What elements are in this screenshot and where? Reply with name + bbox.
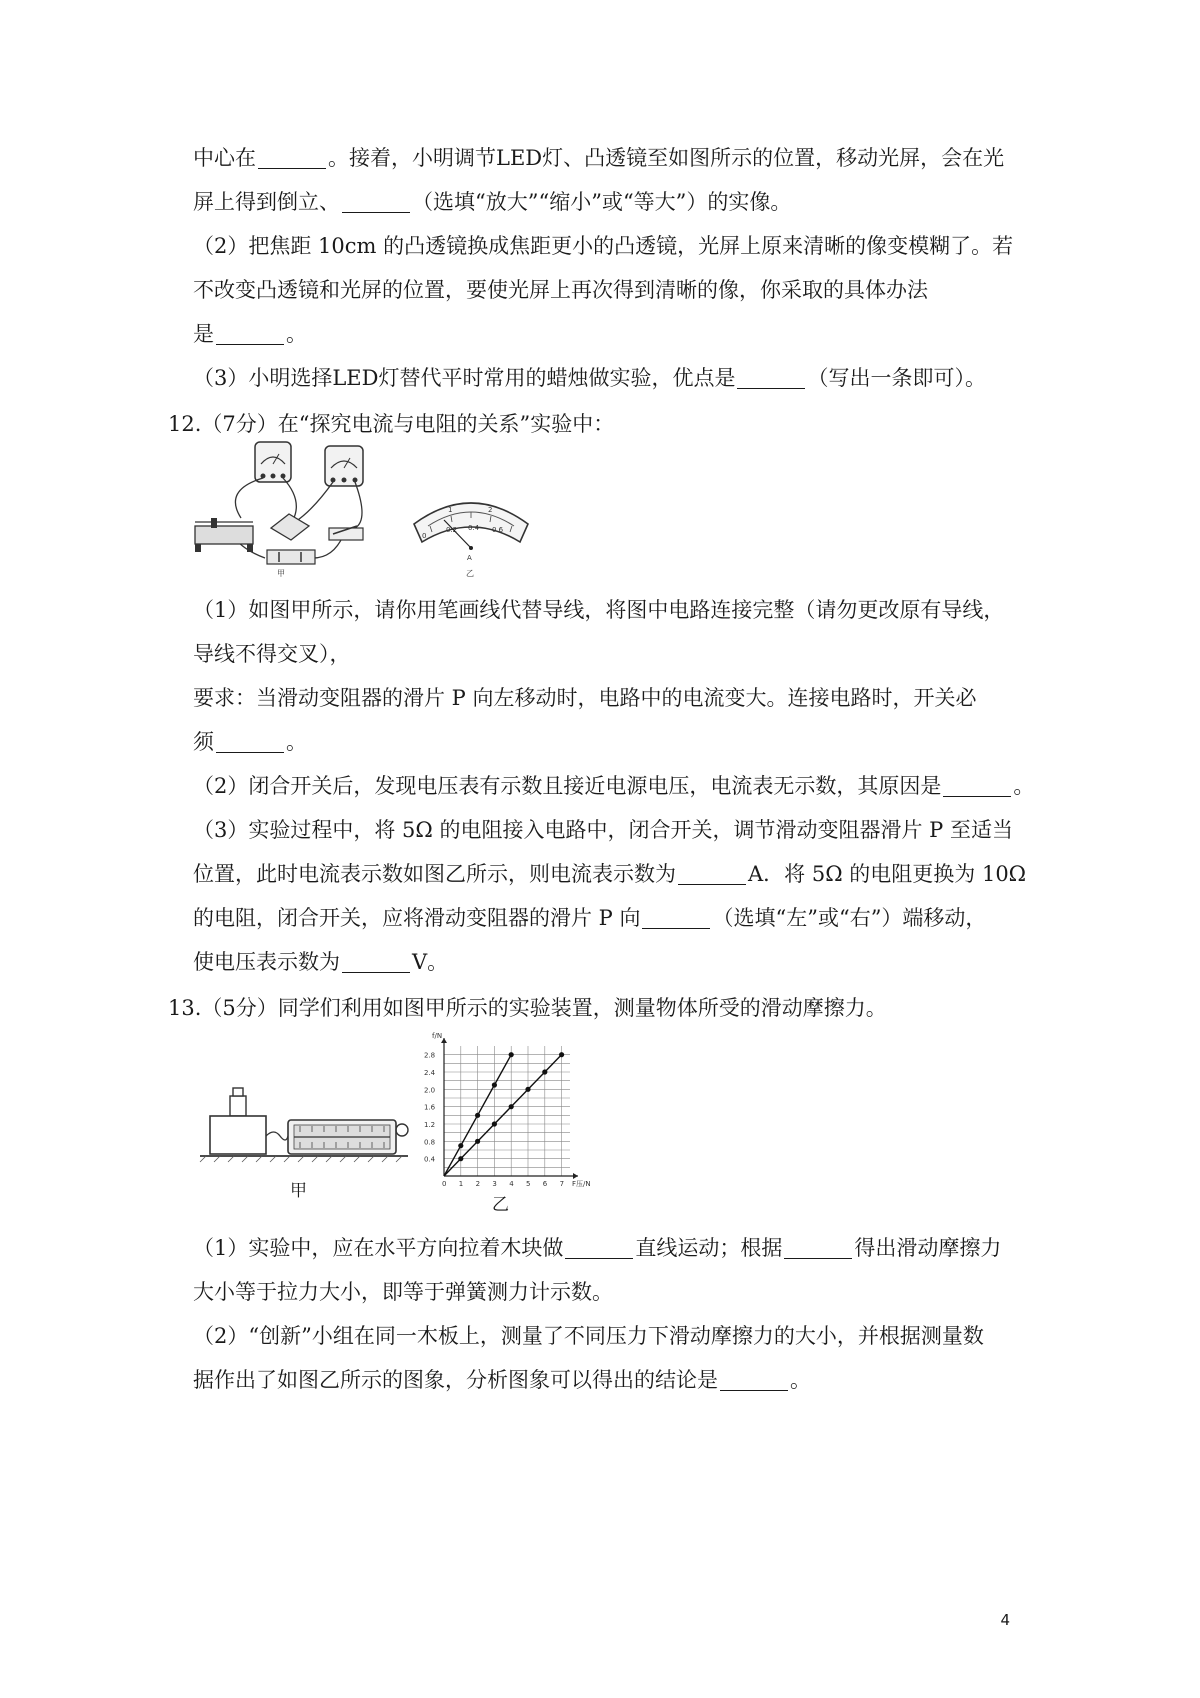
text-line: 使电压表示数为 V。 <box>193 950 449 974</box>
y-tick-label: 2.4 <box>424 1069 436 1077</box>
text-line: 是 。 <box>193 322 307 346</box>
data-point <box>475 1113 480 1118</box>
data-point <box>458 1143 463 1148</box>
question-13-title: 13.（5分）同学们利用如图甲所示的实验装置，测量物体所受的滑动摩擦力。 <box>168 996 887 1020</box>
friction-graph-figure <box>418 1030 591 1215</box>
x-tick-label: 4 <box>509 1180 514 1188</box>
text-line: 须 。 <box>193 730 307 754</box>
answer-blank[interactable] <box>216 324 284 345</box>
page-number: 4 <box>1000 1611 1010 1629</box>
text-line: （2）把焦距 10cm 的凸透镜换成焦距更小的凸透镜，光屏上原来清晰的像变模糊了。若 <box>193 234 1014 258</box>
x-axis-label: F压/N <box>572 1180 591 1188</box>
meter-unit: A <box>467 554 472 562</box>
answer-blank[interactable] <box>720 1370 788 1391</box>
meter-bottom-label: 0.6 <box>492 526 504 534</box>
y-tick-label: 0.8 <box>424 1138 436 1147</box>
weight-icon <box>230 1088 246 1116</box>
meter-caption: 乙 <box>466 569 474 578</box>
y-tick-label: 2.0 <box>424 1086 436 1095</box>
text-line: 要求：当滑动变阻器的滑片 P 向左移动时，电路中的电流变大。连接电路时，开关必 <box>193 686 977 710</box>
friction-chart <box>418 1030 591 1200</box>
text-line: 中心在 。接着，小明调节LED灯、凸透镜至如图所示的位置，移动光屏，会在光 <box>193 146 1005 170</box>
text-line: 屏上得到倒立、 （选填“放大”“缩小”或“等大”）的实像。 <box>193 190 792 214</box>
x-tick-label: 6 <box>542 1180 548 1188</box>
meter-top-label: 2 <box>488 506 493 514</box>
meter-bottom-label: 0 <box>422 532 427 540</box>
data-point <box>458 1156 463 1161</box>
question-12-title: 12.（7分）在“探究电流与电阻的关系”实验中： <box>168 412 615 436</box>
text-line: 位置，此时电流表示数如图乙所示，则电流表示数为 A．将 5Ω 的电阻更换为 10Ω <box>193 862 1027 886</box>
text-line: 的电阻，闭合开关，应将滑动变阻器的滑片 P 向 （选填“左”或“右”）端移动， <box>193 906 987 930</box>
x-tick-label: 2 <box>475 1180 481 1188</box>
text-line: 导线不得交叉）， <box>193 642 351 666</box>
x-axis-arrow <box>573 1173 578 1179</box>
answer-blank[interactable] <box>565 1238 633 1259</box>
data-point <box>509 1104 514 1109</box>
text-line: （2）闭合开关后，发现电压表有示数且接近电源电压，电流表无示数，其原因是 。 <box>193 774 1035 798</box>
text-line: 大小等于拉力大小，即等于弹簧测力计示数。 <box>193 1280 613 1304</box>
voltmeter-icon <box>255 442 291 482</box>
answer-blank[interactable] <box>943 776 1011 797</box>
circuit-figure <box>193 440 373 580</box>
meter-top-label: 1 <box>448 506 453 514</box>
spring-scale-icon <box>288 1120 408 1154</box>
answer-blank[interactable] <box>642 908 710 929</box>
resistor-icon <box>271 514 309 540</box>
text-line: （3）小明选择LED灯替代平时常用的蜡烛做实验，优点是 （写出一条即可）。 <box>193 366 986 390</box>
meter-bottom-label: 0.4 <box>468 524 480 532</box>
friction-apparatus-figure <box>196 1080 412 1204</box>
text-line: （1）如图甲所示，请你用笔画线代替导线，将图中电路连接完整（请勿更改原有导线， <box>193 598 1005 622</box>
y-tick-label: 1.2 <box>424 1121 436 1129</box>
y-tick-label: 1.6 <box>424 1103 436 1112</box>
x-tick-label: 0 <box>442 1180 447 1188</box>
ammeter-dial-figure <box>408 490 534 578</box>
y-tick-label: 2.8 <box>424 1051 436 1060</box>
answer-blank[interactable] <box>784 1238 852 1259</box>
wood-block-icon <box>210 1116 266 1154</box>
x-tick-label: 7 <box>559 1180 565 1188</box>
answer-blank[interactable] <box>678 864 746 885</box>
data-point <box>509 1052 514 1057</box>
data-point <box>475 1139 480 1144</box>
data-point <box>542 1069 547 1074</box>
ammeter-icon <box>325 446 363 486</box>
text-line: 不改变凸透镜和光屏的位置，要使光屏上再次得到清晰的像，你采取的具体办法 <box>193 278 928 302</box>
y-tick-label: 0.4 <box>424 1155 436 1164</box>
battery-icon <box>267 550 315 564</box>
text-line: （2）“创新”小组在同一木板上，测量了不同压力下滑动摩擦力的大小，并根据测量数 <box>193 1324 984 1348</box>
answer-blank[interactable] <box>737 368 805 389</box>
data-point <box>492 1121 497 1126</box>
answer-blank[interactable] <box>216 732 284 753</box>
data-point <box>559 1052 564 1057</box>
x-tick-label: 1 <box>458 1180 464 1188</box>
answer-blank[interactable] <box>342 952 410 973</box>
data-point <box>525 1087 530 1092</box>
circuit-caption: 甲 <box>277 569 285 578</box>
text-line: （1）实验中，应在水平方向拉着木块做 直线运动；根据 得出滑动摩擦力 <box>193 1236 1002 1260</box>
graph-caption: 乙 <box>492 1195 509 1215</box>
y-axis-label: f/N <box>432 1032 443 1040</box>
answer-blank[interactable] <box>258 148 326 169</box>
x-tick-label: 3 <box>492 1180 497 1188</box>
switch-icon <box>329 526 363 540</box>
apparatus-caption: 甲 <box>290 1181 307 1201</box>
meter-bottom-label: 0.2 <box>446 526 458 534</box>
x-tick-label: 5 <box>526 1180 531 1188</box>
text-line: 据作出了如图乙所示的图象，分析图象可以得出的结论是 。 <box>193 1368 811 1392</box>
data-point <box>492 1082 497 1087</box>
answer-blank[interactable] <box>342 192 410 213</box>
text-line: （3）实验过程中，将 5Ω 的电阻接入电路中，闭合开关，调节滑动变阻器滑片 P 至适当 <box>193 818 1013 842</box>
